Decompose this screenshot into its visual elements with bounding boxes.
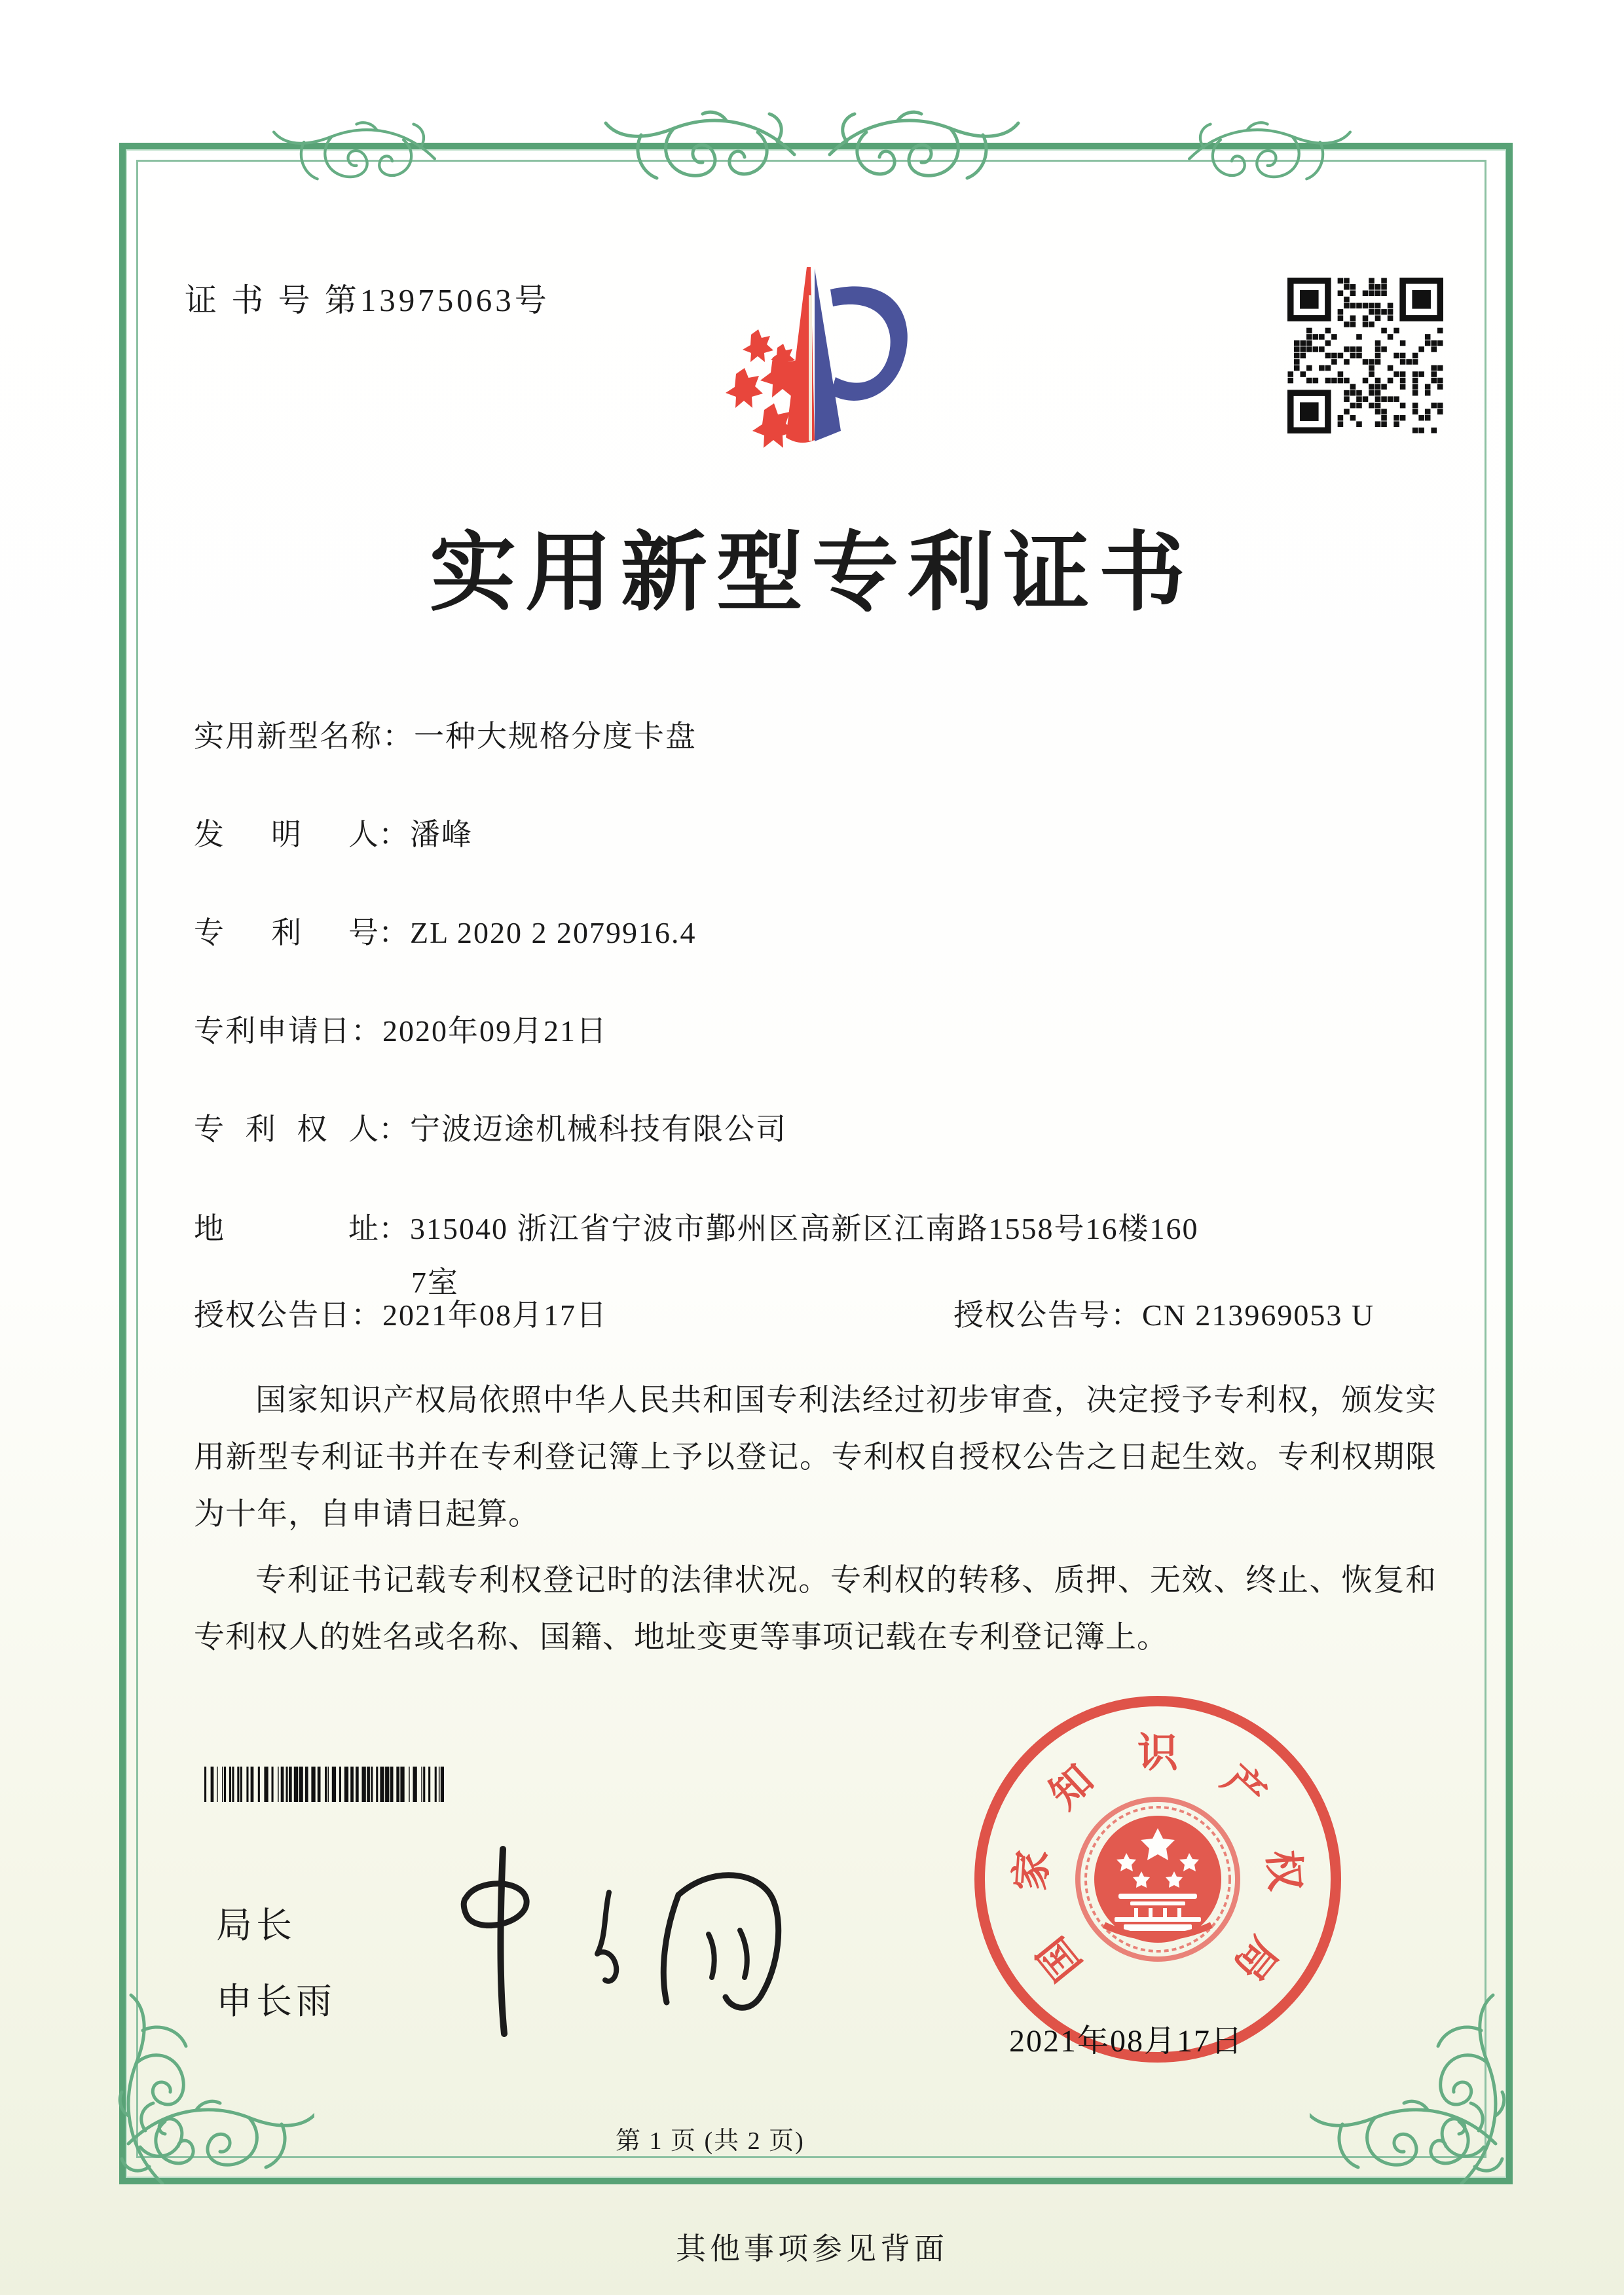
field-value: 宁波迈途机械科技有限公司	[410, 1112, 787, 1146]
field-inventor: 发明人：潘峰	[194, 811, 473, 854]
field-label: 实用新型名称	[194, 720, 382, 753]
field-patent-number: 专利号：ZL 2020 2 2079916.4	[194, 909, 697, 952]
field-address-line2: 7室	[411, 1266, 459, 1299]
seal-char: 国	[1029, 1928, 1090, 1989]
field-filing-date: 专利申请日：2020年09月21日	[194, 1007, 608, 1050]
barcode	[204, 1767, 444, 1802]
field-value: 2021年08月17日	[382, 1298, 608, 1332]
field-label: 授权公告号	[953, 1298, 1111, 1332]
field-value: ZL 2020 2 2079916.4	[410, 916, 697, 949]
certificate-number: 证 书 号 第13975063号	[185, 282, 550, 318]
field-label: 专利号	[194, 916, 378, 949]
seal-date: 2021年08月17日	[1008, 2024, 1244, 2059]
seal-char: 产	[1213, 1757, 1274, 1818]
certificate-title: 实用新型专利证书	[430, 525, 1194, 621]
legal-text	[194, 1372, 1437, 1676]
top-left-flourish-icon	[259, 115, 449, 199]
top-center-right-flourish-icon	[813, 103, 1035, 202]
cnipa-logo-icon	[702, 259, 918, 456]
field-value: 315040 浙江省宁波市鄞州区高新区江南路1558号16楼160	[410, 1212, 1199, 1245]
legal-paragraph-2: 专利证书记载专利权登记时的法律状况。专利权的转移、质押、无效、终止、恢复和专利权人的姓名或名称、国籍、地址变更等事项记载在专利登记簿上。	[194, 1564, 1437, 1655]
seal-char: 识	[1137, 1731, 1179, 1776]
seal-char: 局	[1225, 1928, 1286, 1989]
field-value: 2020年09月21日	[382, 1014, 608, 1048]
director-name: 申长雨	[216, 1981, 337, 2021]
back-side-note: 其他事项参见背面	[676, 2232, 948, 2266]
seal-char: 知	[1042, 1757, 1102, 1818]
seal-char: 家	[1008, 1848, 1056, 1892]
seal-char: 权	[1259, 1848, 1307, 1892]
official-seal-icon	[968, 1689, 1348, 2069]
field-value: 潘峰	[410, 818, 473, 851]
field-label: 发明人	[194, 818, 378, 851]
top-right-flourish-icon	[1175, 115, 1365, 199]
field-value: CN 213969053 U	[1142, 1298, 1375, 1332]
top-center-left-flourish-icon	[589, 103, 811, 202]
field-grant-number: 授权公告号：CN 213969053 U	[953, 1291, 1375, 1334]
national-emblem-icon	[1078, 1799, 1238, 1959]
legal-paragraph-1: 国家知识产权局依照中华人民共和国专利法经过初步审查，决定授予专利权，颁发实用新型专利证书并在专利登记簿上予以登记。专利权自授权公告之日起生效。专利权期限为十年，自申请日起算。	[194, 1384, 1437, 1532]
field-patentee: 专利权人：宁波迈途机械科技有限公司	[194, 1105, 787, 1148]
field-grant-date: 授权公告日：2021年08月17日 授权公告号：CN 213969053 U	[194, 1291, 608, 1334]
qr-code	[1287, 278, 1443, 433]
field-utility-model-name: 实用新型名称：一种大规格分度卡盘	[194, 712, 697, 756]
field-label: 授权公告日	[194, 1298, 351, 1332]
field-label: 专利权人	[194, 1112, 378, 1146]
page-number: 第 1 页 (共 2 页)	[616, 2127, 805, 2155]
field-label: 地址	[194, 1212, 378, 1245]
director-signature	[393, 1837, 812, 2060]
field-label: 专利申请日	[194, 1014, 351, 1048]
field-value: 一种大规格分度卡盘	[414, 720, 697, 753]
field-address: 地址：315040 浙江省宁波市鄞州区高新区江南路1558号16楼160	[194, 1205, 1199, 1248]
director-post-label: 局长	[216, 1905, 297, 1945]
